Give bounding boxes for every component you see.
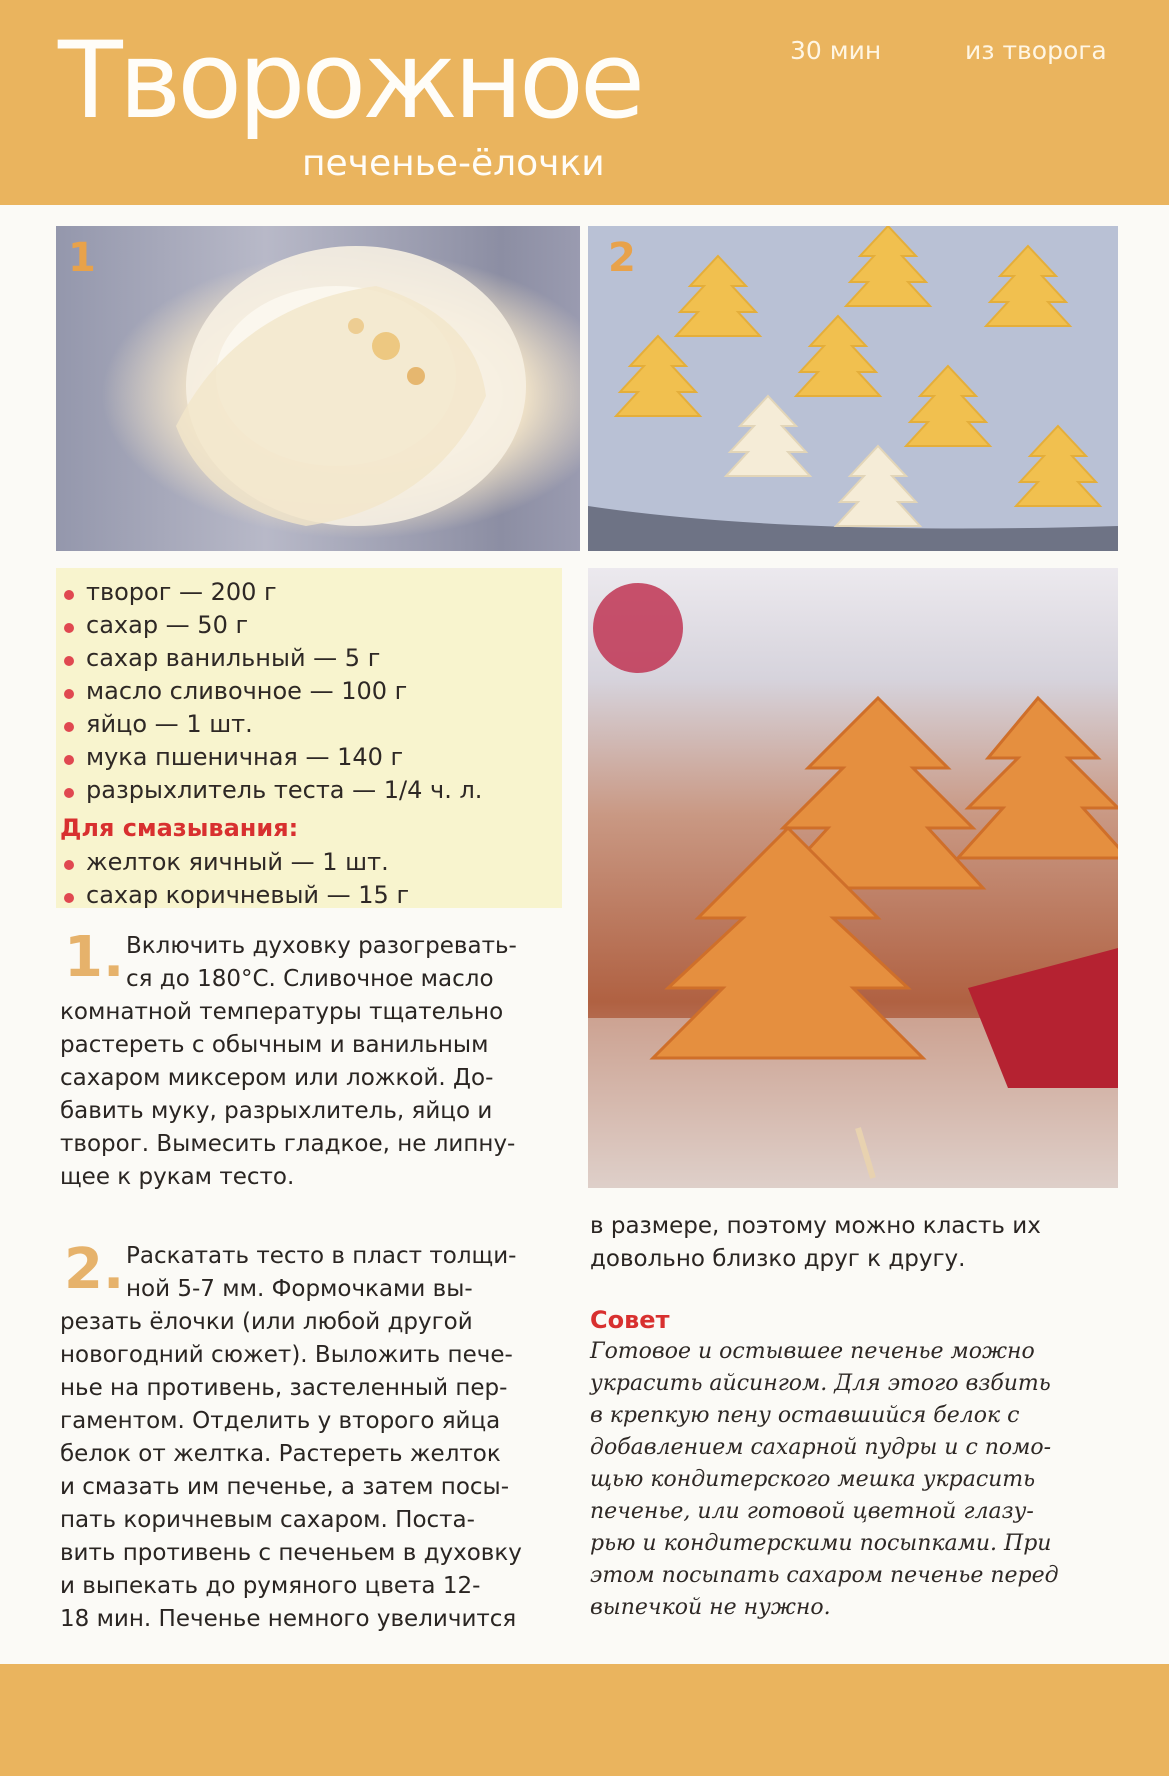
step-2-photo [588,226,1118,551]
step-line: 18 мин. Печенье немного увеличится [60,1606,517,1632]
step-line: гаментом. Отделить у второго яйца [60,1408,501,1434]
tree-cookie [958,698,1118,858]
step-line: вить противень с печеньем в духовку [60,1540,522,1566]
ingredient-list [62,576,482,807]
recipe-category: из творога [965,36,1107,65]
tray-with-cookies [588,226,1118,551]
step-line: щее к рукам тесто. [60,1164,295,1190]
step-line: и смазать им печенье, а затем посы- [60,1474,509,1500]
curd-illustration [56,226,580,551]
recipe-title: Творожное [58,19,642,142]
ingredient-item: масло сливочное — 100 г [62,675,482,708]
step-line: довольно близко друг к другу. [590,1246,966,1272]
step-line: новогодний сюжет). Выложить пече- [60,1342,513,1368]
step-2-text-body [60,1306,560,1636]
step-line: нье на противень, застеленный пер- [60,1375,508,1401]
finished-cookies-illustration [588,568,1118,1188]
tip-line: в крепкую пену оставшийся белок с [590,1403,1020,1428]
glaze-heading: Для смазывания: [60,814,299,842]
step-line: растереть с обычным и ванильным [60,1032,489,1058]
tip-line: выпечкой не нужно. [590,1595,831,1620]
step-line: Включить духовку разогревать- [126,933,517,959]
ingredient-item: желток яичный — 1 шт. [62,846,409,879]
step-number: 1. [64,925,125,990]
step-line: ной 5-7 мм. Формочками вы- [126,1276,473,1302]
ingredient-item: сахар ванильный — 5 г [62,642,482,675]
step-line: пать коричневым сахаром. Поста- [60,1507,475,1533]
cooking-time: 30 мин [790,36,882,65]
tip-line: добавлением сахарной пудры и с помо- [590,1435,1052,1460]
footer-band [0,1664,1169,1776]
ingredient-item: разрыхлитель теста — 1/4 ч. л. [62,774,482,807]
step-line: комнатной температуры тщательно [60,999,504,1025]
step-line: резать ёлочки (или любой другой [60,1309,473,1335]
step-line: Раскатать тесто в пласт толщи- [126,1243,517,1269]
step-1-text-body [60,996,560,1194]
finished-cookies-photo [588,568,1118,1188]
recipe-subtitle: печенье-ёлочки [302,143,605,184]
tip-line: этом посыпать сахаром печенье перед [590,1563,1059,1588]
photo-step-number: 1 [68,235,96,281]
step-line: ся до 180°C. Сливочное масло [126,966,494,992]
tip-line: рью и кондитерскими посыпками. При [590,1531,1052,1556]
step-1-photo [56,226,580,551]
glaze-ingredient-list [62,846,409,912]
step-2-text [126,1240,560,1306]
tip-text [590,1336,1118,1624]
tip-line: щью кондитерского мешка украсить [590,1467,1036,1492]
step-line: белок от желтка. Растереть желток [60,1441,501,1467]
tip-line: печенье, или готовой цветной глазу- [590,1499,1034,1524]
step-2-continuation [590,1210,1118,1276]
step-number: 2. [64,1237,125,1302]
step-1-text [126,930,560,996]
step-line: и выпекать до румяного цвета 12- [60,1573,481,1599]
christmas-ornament [593,583,683,673]
ingredient-item: яйцо — 1 шт. [62,708,482,741]
ingredients-box [56,568,562,908]
ingredient-item: сахар — 50 г [62,609,482,642]
step-line: творог. Вымесить гладкое, не липну- [60,1131,516,1157]
step-line: в размере, поэтому можно класть их [590,1213,1041,1239]
tip-heading: Совет [590,1306,670,1334]
tip-line: украсить айсингом. Для этого взбить [590,1371,1051,1396]
step-line: бавить муку, разрыхлитель, яйцо и [60,1098,493,1124]
ingredient-item: творог — 200 г [62,576,482,609]
ingredient-item: сахар коричневый — 15 г [62,879,409,912]
photo-step-number: 2 [608,235,636,281]
step-line: сахаром миксером или ложкой. До- [60,1065,494,1091]
ingredient-item: мука пшеничная — 140 г [62,741,482,774]
tip-line: Готовое и остывшее печенье можно [590,1339,1035,1364]
